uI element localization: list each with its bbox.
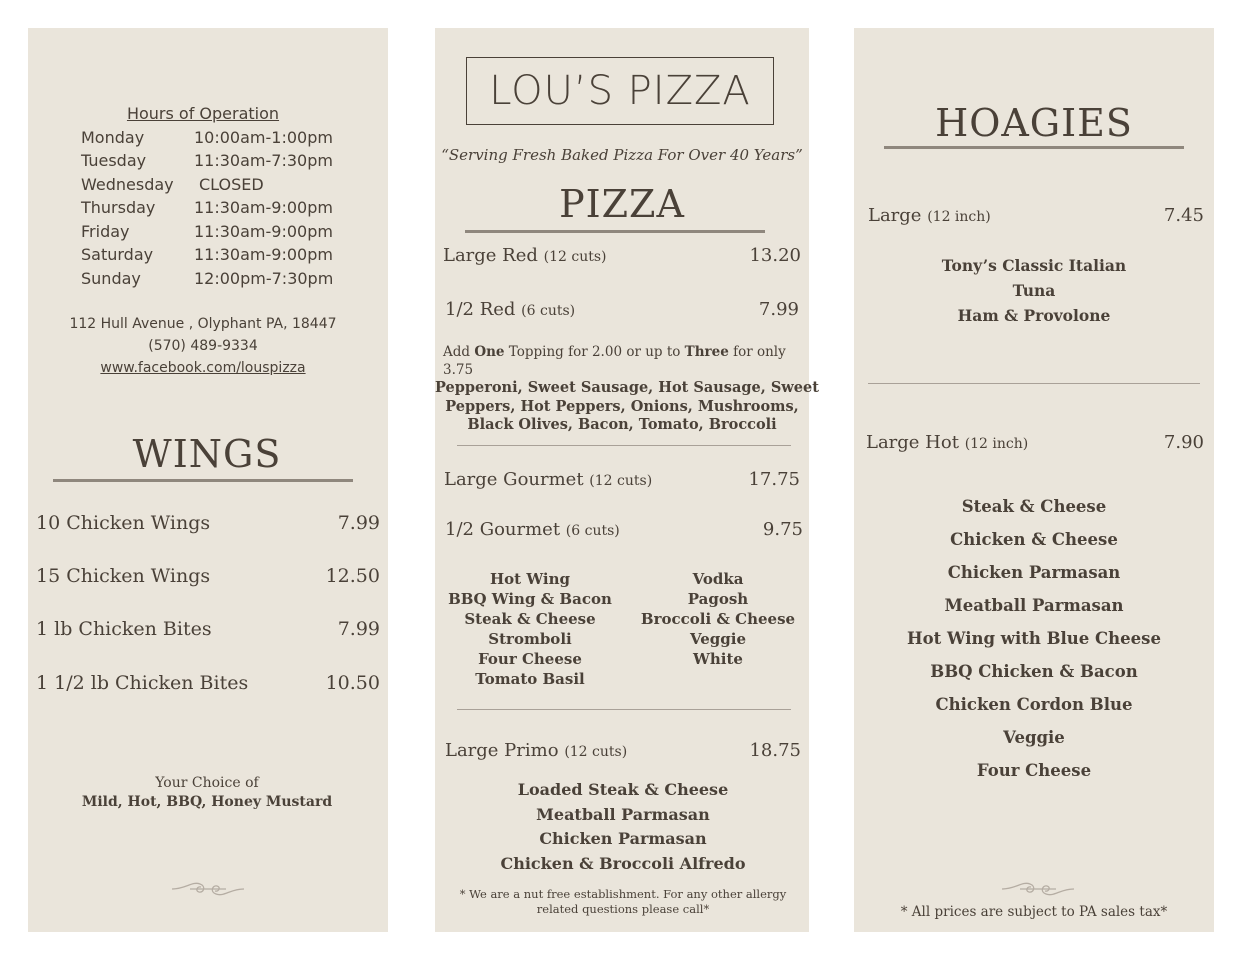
hours-row bbox=[81, 198, 333, 217]
primo-item: Meatball Parmasan bbox=[536, 804, 710, 824]
gourmet-item: Pagosh bbox=[687, 590, 749, 608]
menu-item-large-gourmet bbox=[444, 469, 800, 490]
hours-time: CLOSED bbox=[199, 175, 264, 194]
hours-day: Saturday bbox=[81, 245, 154, 264]
phone-number: (570) 489-9334 bbox=[148, 338, 258, 354]
hours-time: 12:00pm-7:30pm bbox=[194, 269, 334, 288]
menu-item-large-primo bbox=[445, 740, 801, 761]
pizza-title: PIZZA bbox=[559, 182, 685, 226]
topping-list-line: Pepperoni, Sweet Sausage, Hot Sausage, Sweet bbox=[435, 379, 819, 396]
hours-time: 11:30am-7:30pm bbox=[194, 151, 333, 170]
brand-logo-box bbox=[466, 57, 774, 125]
topping-note-prefix: Add bbox=[443, 344, 475, 360]
hoagie-item: Chicken & Cheese bbox=[950, 530, 1118, 549]
primo-item: Chicken Parmasan bbox=[539, 829, 707, 848]
item-cuts: (12 cuts) bbox=[589, 473, 653, 489]
hours-day: Monday bbox=[81, 128, 145, 147]
item-size: (12 inch) bbox=[964, 436, 1029, 452]
topping-list bbox=[435, 379, 819, 435]
hoagie-item: Hot Wing with Blue Cheese bbox=[907, 629, 1161, 648]
wing-item-name: 10 Chicken Wings bbox=[36, 512, 211, 534]
wing-item bbox=[36, 512, 380, 534]
item-cuts: (12 cuts) bbox=[543, 249, 607, 265]
item-cuts: (6 cuts) bbox=[521, 303, 576, 319]
wing-item bbox=[36, 565, 380, 587]
hours-day: Sunday bbox=[81, 269, 141, 288]
hoagie-item: Ham & Provolone bbox=[957, 306, 1111, 325]
item-size: (12 inch) bbox=[927, 209, 991, 225]
item-price: 7.90 bbox=[1163, 432, 1204, 453]
gourmet-item: Four Cheese bbox=[478, 650, 582, 668]
wing-item-price: 7.99 bbox=[337, 512, 380, 534]
gourmet-item: Tomato Basil bbox=[475, 670, 585, 688]
divider bbox=[457, 709, 791, 710]
item-price: 9.75 bbox=[762, 519, 803, 540]
gourmet-list-left bbox=[435, 569, 625, 689]
hoagies-title-rule bbox=[884, 146, 1184, 149]
topping-note-middle: Topping for 2.00 or up to bbox=[504, 344, 685, 360]
item-price: 7.99 bbox=[758, 299, 799, 320]
hoagie-item: Four Cheese bbox=[976, 761, 1092, 780]
hours-time: 11:30am-9:00pm bbox=[194, 198, 333, 217]
primo-list bbox=[435, 778, 811, 876]
allergy-note bbox=[435, 887, 811, 917]
gourmet-item: BBQ Wing & Bacon bbox=[448, 590, 612, 608]
primo-item: Loaded Steak & Cheese bbox=[517, 780, 729, 799]
menu-item-large-red bbox=[443, 245, 801, 266]
topping-note-one: One bbox=[474, 344, 505, 360]
item-price: 13.20 bbox=[749, 245, 801, 266]
wing-choice-label: Your Choice of bbox=[155, 775, 259, 791]
item-name: Large Hot bbox=[866, 432, 959, 453]
item-price: 7.45 bbox=[1163, 205, 1204, 226]
gourmet-item: Broccoli & Cheese bbox=[640, 610, 796, 628]
hours-title: Hours of Operation bbox=[126, 104, 280, 123]
hours-row bbox=[81, 151, 333, 170]
item-name: Large Red bbox=[443, 245, 538, 266]
hours-time: 11:30am-9:00pm bbox=[194, 222, 333, 241]
hoagie-item: Chicken Parmasan bbox=[947, 563, 1121, 582]
hours-row bbox=[81, 175, 264, 194]
gourmet-item: Vodka bbox=[692, 570, 744, 588]
gourmet-list-right bbox=[625, 569, 811, 669]
flourish-ornament-icon bbox=[998, 876, 1078, 902]
topping-note-suffix: for only 3.75 bbox=[443, 344, 786, 378]
gourmet-item: White bbox=[693, 650, 743, 668]
hours-row bbox=[81, 269, 333, 288]
right-menu-panel bbox=[854, 28, 1214, 932]
hoagie-item: Chicken Cordon Blue bbox=[935, 695, 1133, 714]
primo-item: Chicken & Broccoli Alfredo bbox=[500, 853, 746, 873]
allergy-note-line: related questions please call* bbox=[536, 902, 710, 916]
hours-day: Friday bbox=[81, 222, 130, 241]
facebook-link[interactable]: www.facebook.com/louspizza bbox=[100, 360, 306, 376]
topping-list-line: Black Olives, Bacon, Tomato, Broccoli bbox=[467, 416, 777, 433]
wings-title: WINGS bbox=[132, 432, 282, 476]
item-name: 1/2 Gourmet bbox=[445, 519, 561, 540]
wing-item bbox=[36, 672, 380, 694]
hoagies-title: HOAGIES bbox=[935, 101, 1133, 145]
wing-item bbox=[36, 618, 380, 640]
wings-title-rule bbox=[53, 479, 353, 482]
hours-day: Thursday bbox=[81, 198, 156, 217]
hoagie-item: Veggie bbox=[1003, 728, 1065, 747]
wing-item-price: 12.50 bbox=[325, 565, 380, 587]
gourmet-item: Hot Wing bbox=[489, 570, 570, 588]
item-name: Large Gourmet bbox=[444, 469, 584, 490]
menu-item-half-gourmet bbox=[445, 519, 803, 540]
gourmet-item: Steak & Cheese bbox=[464, 610, 596, 628]
gourmet-item: Stromboli bbox=[488, 630, 572, 648]
item-price: 17.75 bbox=[748, 469, 800, 490]
brand-name: LOU’S PIZZA bbox=[489, 68, 751, 114]
left-menu-panel bbox=[28, 28, 388, 932]
wing-item-price: 10.50 bbox=[325, 672, 380, 694]
cold-hoagie-list bbox=[854, 253, 1214, 328]
hoagie-item: Tuna bbox=[1012, 281, 1056, 300]
divider bbox=[457, 445, 791, 446]
topping-note bbox=[443, 343, 801, 379]
pizza-title-rule bbox=[465, 230, 765, 233]
hoagie-item: Steak & Cheese bbox=[961, 497, 1107, 516]
wing-choices: Mild, Hot, BBQ, Honey Mustard bbox=[81, 794, 333, 810]
gourmet-item: Veggie bbox=[689, 630, 747, 648]
tax-note: * All prices are subject to PA sales tax* bbox=[900, 904, 1168, 920]
tagline: “Serving Fresh Baked Pizza For Over 40 Years” bbox=[441, 146, 803, 164]
item-name: Large Primo bbox=[445, 740, 559, 761]
item-cuts: (6 cuts) bbox=[565, 523, 620, 539]
hours-day: Tuesday bbox=[81, 151, 147, 170]
menu-item-large-hot-hoagie bbox=[866, 432, 1204, 453]
topping-list-line: Peppers, Hot Peppers, Onions, Mushrooms, bbox=[445, 397, 799, 415]
menu-item-large-hoagie bbox=[868, 205, 1204, 226]
hoagie-item: BBQ Chicken & Bacon bbox=[930, 662, 1138, 681]
wing-item-price: 7.99 bbox=[337, 618, 380, 640]
hot-hoagie-list bbox=[854, 490, 1214, 787]
divider bbox=[868, 383, 1200, 384]
allergy-note-line: * We are a nut free establishment. For any other allergy bbox=[459, 887, 787, 901]
wing-item-name: 15 Chicken Wings bbox=[36, 565, 211, 587]
hoagie-item: Meatball Parmasan bbox=[944, 596, 1124, 615]
address: 112 Hull Avenue , Olyphant PA, 18447 bbox=[69, 316, 337, 332]
flourish-ornament-icon bbox=[168, 876, 248, 902]
item-price: 18.75 bbox=[749, 740, 801, 761]
topping-note-three: Three bbox=[684, 344, 729, 360]
wing-item-name: 1 lb Chicken Bites bbox=[36, 618, 212, 640]
hours-time: 10:00am-1:00pm bbox=[194, 128, 333, 147]
hours-day: Wednesday bbox=[81, 175, 174, 194]
hours-time: 11:30am-9:00pm bbox=[194, 245, 333, 264]
item-name: Large bbox=[868, 205, 922, 226]
hours-row bbox=[81, 222, 333, 241]
menu-item-half-red bbox=[445, 299, 799, 320]
item-cuts: (12 cuts) bbox=[564, 744, 628, 760]
hours-row bbox=[81, 245, 333, 264]
item-name: 1/2 Red bbox=[445, 299, 516, 320]
hours-row bbox=[81, 128, 333, 147]
hoagie-item: Tony’s Classic Italian bbox=[941, 256, 1127, 275]
wing-item-name: 1 1/2 lb Chicken Bites bbox=[36, 672, 249, 694]
middle-menu-panel bbox=[435, 28, 819, 932]
